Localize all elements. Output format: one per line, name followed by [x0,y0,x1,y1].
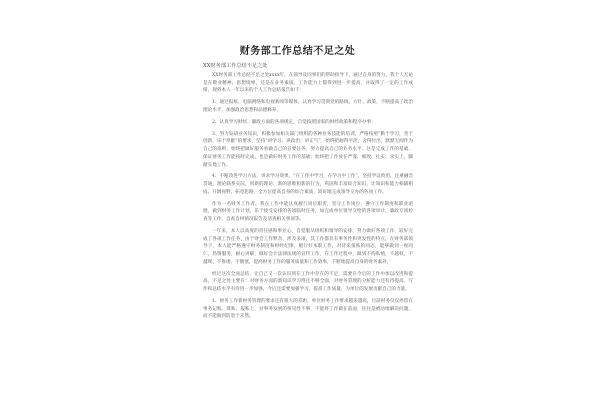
paragraph: 一年来，本人以高度的责任感和事业心，自觉服从组织和领导的安排，努力做好各项工作，较好完成了各项工作任务，由于财会工作繁杂，涉及多项，其工作都具有事务性和突发性的特点，在财务部领导下，本人能严格遵守财务制度和财经纪律，履行好本职工作，对待来报账的同志，能够做到一视同仁，热情服务，耐心讲解，做好会计法律法规的宣传工作，在工作过程中，做到不徇私情，不越权、不越规、不推诿、不搪塞，提高财务工作的服务质量和工作效率，不断地提高自身的财务素养。 [203,229,413,265]
paragraph: 1、通过报纸、电脑网络和电视新闻等媒体，认真学习贯彻党的路线、方针、政策，不断提高了政治理论水平，加强政治思想和品德修养。 [203,100,413,113]
paragraph: XX财务部工作总结不足之处xxxx年，在领导及同事们的帮助指导下，通过自身的努力，我个人无论是在敬业精神、思想境界，还是在业务素质、工作能力上都得到进一步提高，并取得了一定的工作成绩，现将本人一年以来的个人工作总结报告如下： [203,73,413,94]
paragraph: 3、努力钻研业务知识，积极参加相关部门组织的各种业务技能的培训，严格按照“勤于学习，善于创新，乐于奉献”的要求，坚持“讲学习、讲政治、讲正气”，始终把耐得平淡，舍得付出，默默无闻作为自己的准则，始终把做好服务看做自己的首要任务，努力提高自己的业务水平。这是完成工作的基础，保证财务工作能按时完成，也是做好财务工作的基础；始终把工作放在严谨、细致、扎实、求实上，脚踏实地工作。 [203,131,413,168]
paragraph: 1、财务工作新财务管理的要求还有很大的差距，单位财务工作要求越来越高，目前财务仅仅停留在事务记账、算账、报账上，对事务发展的预见性不够，不能将工作做在前面，往往是被动地解决问题，而不能做到防患于未然。 [203,299,413,320]
document-page [185,0,413,400]
document-title: 财务部工作总结不足之处 [239,46,356,57]
paragraph: 作为一名财务工作者，我在工作中能认真履行岗位职责，坚守工作岗位，遵守工作制度和职业道德，做到财务工作计划，乐于接受安排的各项临时任务，如完成单位领导交给的各项审计、廉政专项检查等工作，自查自纠情况报告及清查相关事项等。 [203,201,413,223]
paragraph: 2、认真学习财经、廉政方面的各项规定，自觉按照国家的财经政策和程序办事。 [212,119,376,125]
paragraph: 经过这次全面总结，让自己又一次认识到在工作中存在的不足，需要在今后的工作中加以改进和提高。不足之处主要有：对财务方面的新知识学习得还不够全面，对财务管理的分析能力还有待提高，写作和总结水平有待进一步加强，今后还需要加强学习，提高工作质量，为单位的发展贡献自己的力量。 [203,271,413,293]
document-body [203,72,413,325]
paragraph: 4、不断改进学习方法，讲求学习效果，“在工作中学习，在学习中工作”，坚持学以致用，注重融会贯通，理论联系实际，用新的理论、新的思维和新的行为，巩固和丰富综合知识，让知识和能力相辅相成，开阔视野，拓宽思路，全方位提高自身的综合素质，较好地完成领导交办的各项工作。 [203,174,413,195]
document-subtitle: XX财务部工作总结不足之处 [203,63,268,69]
